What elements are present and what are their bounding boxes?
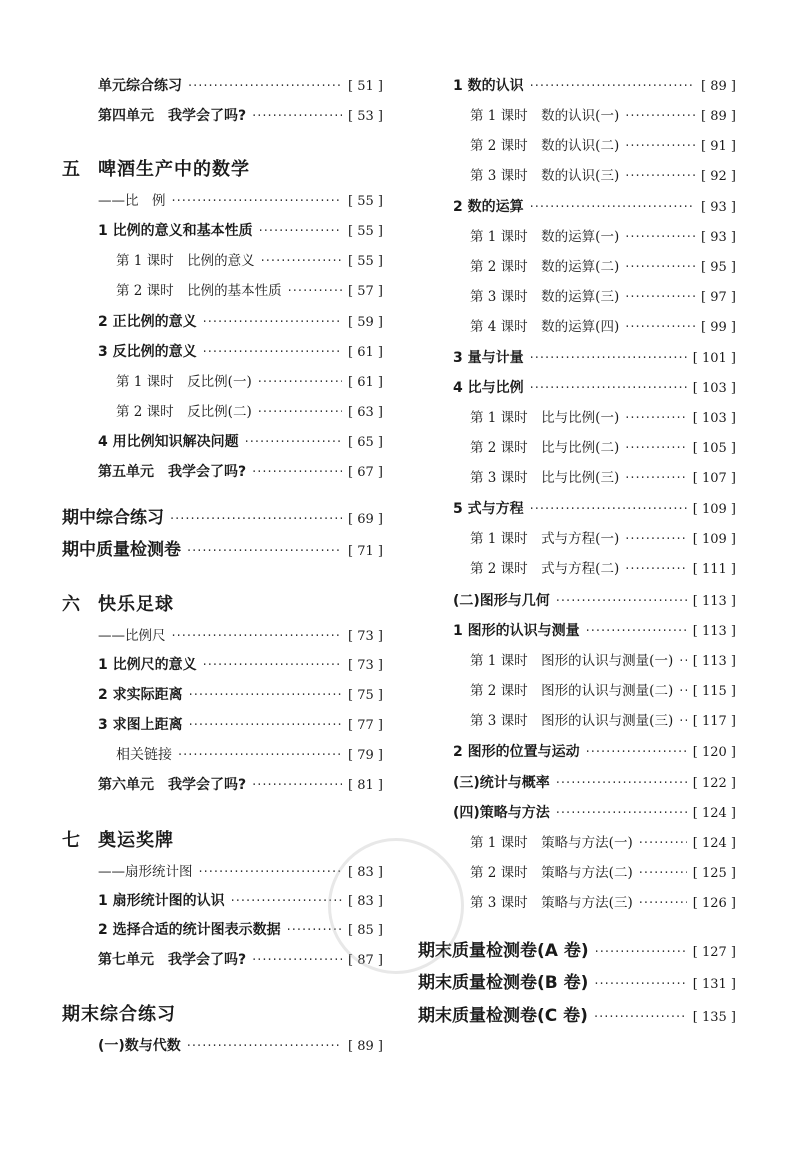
toc-entry[interactable] bbox=[470, 406, 736, 430]
toc-page-number: [ 135 ] bbox=[692, 1010, 736, 1025]
toc-page-number: [ 87 ] bbox=[348, 953, 383, 968]
toc-entry[interactable] bbox=[98, 219, 383, 243]
leader-dots bbox=[203, 311, 342, 335]
toc-page-number: [ 79 ] bbox=[348, 748, 383, 763]
toc-entry[interactable] bbox=[418, 939, 736, 963]
toc-page-number: [ 89 ] bbox=[701, 109, 736, 124]
toc-page-number: [ 124 ] bbox=[692, 836, 736, 851]
toc-entry[interactable] bbox=[470, 527, 736, 551]
leader-dots bbox=[252, 105, 342, 129]
toc-entry[interactable] bbox=[470, 164, 736, 188]
toc-page-number: [ 103 ] bbox=[692, 381, 736, 396]
toc-entry-label: 2 求实际距离 bbox=[98, 687, 183, 703]
toc-entry-label: (一)数与代数 bbox=[98, 1038, 181, 1054]
leader-dots bbox=[188, 75, 342, 99]
toc-entry[interactable] bbox=[470, 649, 736, 673]
leader-dots bbox=[187, 1035, 342, 1059]
toc-entry-label: 第 2 课时 数的认识(二) bbox=[470, 138, 620, 154]
unit-title: 奥运奖牌 bbox=[98, 830, 174, 851]
toc-entry[interactable] bbox=[470, 436, 736, 460]
toc-entry[interactable] bbox=[116, 249, 383, 273]
toc-page-number: [ 65 ] bbox=[348, 435, 383, 450]
toc-page-number: [ 113 ] bbox=[692, 654, 736, 669]
toc-page-number: [ 93 ] bbox=[701, 200, 736, 215]
toc-entry[interactable] bbox=[453, 740, 736, 764]
toc-entry-label: (二)图形与几何 bbox=[453, 593, 550, 609]
leader-dots bbox=[530, 75, 695, 99]
toc-page-number: [ 91 ] bbox=[701, 139, 736, 154]
leader-dots bbox=[530, 347, 687, 371]
toc-entry[interactable] bbox=[98, 683, 383, 707]
toc-entry-label: 第 3 课时 比与比例(三) bbox=[470, 470, 620, 486]
leader-dots bbox=[178, 744, 342, 768]
leader-dots bbox=[203, 654, 342, 678]
toc-entry[interactable] bbox=[470, 831, 736, 855]
toc-entry-label: 第 1 课时 式与方程(一) bbox=[470, 531, 620, 547]
leader-dots bbox=[258, 371, 342, 395]
leader-dots bbox=[586, 741, 687, 765]
toc-page-number: [ 69 ] bbox=[348, 512, 383, 527]
toc-entry[interactable] bbox=[470, 679, 736, 703]
toc-entry[interactable] bbox=[98, 653, 383, 677]
toc-page-number: [ 92 ] bbox=[701, 169, 736, 184]
toc-page-number: [ 126 ] bbox=[692, 896, 736, 911]
toc-entry[interactable] bbox=[470, 861, 736, 885]
unit-heading bbox=[62, 155, 250, 181]
toc-entry[interactable] bbox=[116, 370, 383, 394]
leader-dots bbox=[530, 196, 695, 220]
toc-entry[interactable] bbox=[470, 891, 736, 915]
leader-dots bbox=[625, 105, 695, 129]
leader-dots bbox=[625, 558, 687, 582]
unit-number: 五 bbox=[62, 159, 81, 180]
toc-page-number: [ 89 ] bbox=[701, 79, 736, 94]
toc-page-number: [ 83 ] bbox=[348, 894, 383, 909]
toc-page-number: [ 115 ] bbox=[692, 684, 736, 699]
unit-number: 七 bbox=[62, 830, 81, 851]
toc-page-number: [ 71 ] bbox=[348, 544, 383, 559]
toc-page-number: [ 131 ] bbox=[692, 977, 736, 992]
unit-heading bbox=[62, 590, 174, 616]
leader-dots bbox=[625, 165, 695, 189]
toc-page-number: [ 89 ] bbox=[348, 1039, 383, 1054]
toc-page-number: [ 61 ] bbox=[348, 345, 383, 360]
toc-entry[interactable] bbox=[470, 134, 736, 158]
leader-dots bbox=[261, 250, 342, 274]
toc-page-number: [ 75 ] bbox=[348, 688, 383, 703]
toc-entry[interactable] bbox=[453, 771, 736, 795]
toc-page-number: [ 122 ] bbox=[692, 776, 736, 791]
leader-dots bbox=[595, 941, 687, 965]
toc-entry-label: 第四单元 我学会了吗? bbox=[98, 108, 247, 124]
leader-dots bbox=[530, 498, 687, 522]
toc-entry-label: ——比 例 bbox=[98, 193, 166, 209]
leader-dots bbox=[625, 135, 695, 159]
unit-heading bbox=[62, 1000, 176, 1026]
leader-dots bbox=[259, 220, 342, 244]
toc-page-number: [ 55 ] bbox=[348, 254, 383, 269]
toc-page-number: [ 97 ] bbox=[701, 290, 736, 305]
toc-entry-label: ——扇形统计图 bbox=[98, 864, 193, 880]
leader-dots bbox=[245, 431, 342, 455]
unit-number: 六 bbox=[62, 594, 81, 615]
unit-title: 啤酒生产中的数学 bbox=[98, 159, 250, 180]
leader-dots bbox=[586, 620, 687, 644]
toc-page-number: [ 93 ] bbox=[701, 230, 736, 245]
toc-entry[interactable] bbox=[453, 801, 736, 825]
unit-title: 期末综合练习 bbox=[62, 1004, 176, 1025]
leader-dots bbox=[252, 774, 342, 798]
toc-page-number: [ 53 ] bbox=[348, 109, 383, 124]
toc-page-number: [ 73 ] bbox=[348, 629, 383, 644]
toc-page-number: [ 105 ] bbox=[692, 441, 736, 456]
toc-entry-label: 1 扇形统计图的认识 bbox=[98, 893, 225, 909]
leader-dots bbox=[556, 772, 687, 796]
leader-dots bbox=[594, 973, 686, 997]
toc-entry-label: 第 2 课时 策略与方法(二) bbox=[470, 865, 633, 881]
toc-entry-label: 第 1 课时 策略与方法(一) bbox=[470, 835, 633, 851]
leader-dots bbox=[199, 861, 343, 885]
toc-entry[interactable] bbox=[98, 624, 383, 648]
toc-entry-label: 期末质量检测卷(B 卷) bbox=[418, 973, 589, 993]
watermark-stamp bbox=[328, 838, 464, 974]
toc-entry[interactable] bbox=[453, 74, 736, 98]
toc-entry[interactable] bbox=[470, 466, 736, 490]
toc-entry[interactable] bbox=[470, 709, 736, 733]
toc-entry-label: 第 3 课时 图形的认识与测量(三) bbox=[470, 713, 674, 729]
toc-page-number: [ 113 ] bbox=[692, 594, 736, 609]
toc-page-number: [ 103 ] bbox=[692, 411, 736, 426]
toc-entry[interactable] bbox=[98, 310, 383, 334]
toc-page-number: [ 81 ] bbox=[348, 778, 383, 793]
toc-entry-label: 期中综合练习 bbox=[62, 508, 164, 528]
toc-entry-label: 第 3 课时 策略与方法(三) bbox=[470, 895, 633, 911]
toc-entry-label: 3 反比例的意义 bbox=[98, 344, 197, 360]
toc-entry-label: 相关链接 bbox=[116, 747, 172, 763]
toc-page-number: [ 124 ] bbox=[692, 806, 736, 821]
toc-page-number: [ 73 ] bbox=[348, 658, 383, 673]
toc-entry[interactable] bbox=[453, 195, 736, 219]
toc-page-number: [ 109 ] bbox=[692, 532, 736, 547]
toc-entry[interactable] bbox=[470, 225, 736, 249]
toc-entry[interactable] bbox=[98, 460, 383, 484]
leader-dots bbox=[556, 802, 687, 826]
leader-dots bbox=[625, 316, 695, 340]
toc-page-number: [ 99 ] bbox=[701, 320, 736, 335]
toc-entry-label: 5 式与方程 bbox=[453, 501, 524, 517]
toc-page-number: [ 120 ] bbox=[692, 745, 736, 760]
toc-page-number: [ 109 ] bbox=[692, 502, 736, 517]
toc-entry[interactable] bbox=[453, 589, 736, 613]
toc-page-number: [ 67 ] bbox=[348, 465, 383, 480]
leader-dots bbox=[258, 401, 342, 425]
leader-dots bbox=[639, 832, 687, 856]
leader-dots bbox=[625, 467, 687, 491]
toc-entry-label: 第 2 课时 式与方程(二) bbox=[470, 561, 620, 577]
toc-entry-label: 第 1 课时 比例的意义 bbox=[116, 253, 255, 269]
toc-entry-label: 第 4 课时 数的运算(四) bbox=[470, 319, 620, 335]
leader-dots bbox=[639, 862, 687, 886]
toc-entry[interactable] bbox=[62, 538, 383, 562]
leader-dots bbox=[288, 280, 342, 304]
leader-dots bbox=[679, 680, 687, 704]
leader-dots bbox=[594, 1006, 687, 1030]
toc-entry[interactable] bbox=[116, 279, 383, 303]
toc-page-number: [ 95 ] bbox=[701, 260, 736, 275]
toc-entry-label: 第 1 课时 数的运算(一) bbox=[470, 229, 620, 245]
leader-dots bbox=[187, 540, 342, 564]
toc-entry-label: 第 1 课时 反比例(一) bbox=[116, 374, 252, 390]
toc-entry-label: 第 3 课时 数的认识(三) bbox=[470, 168, 620, 184]
toc-entry[interactable] bbox=[98, 104, 383, 128]
toc-entry-label: 第 1 课时 图形的认识与测量(一) bbox=[470, 653, 674, 669]
leader-dots bbox=[679, 650, 687, 674]
toc-entry-label: (四)策略与方法 bbox=[453, 805, 550, 821]
leader-dots bbox=[530, 377, 687, 401]
leader-dots bbox=[639, 892, 687, 916]
toc-page-number: [ 125 ] bbox=[692, 866, 736, 881]
toc-entry[interactable] bbox=[98, 713, 383, 737]
toc-page-number: [ 55 ] bbox=[348, 224, 383, 239]
toc-entry[interactable] bbox=[470, 255, 736, 279]
toc-page-number: [ 107 ] bbox=[692, 471, 736, 486]
leader-dots bbox=[679, 710, 687, 734]
toc-entry-label: 第六单元 我学会了吗? bbox=[98, 777, 247, 793]
toc-page-number: [ 113 ] bbox=[692, 624, 736, 639]
toc-page-number: [ 57 ] bbox=[348, 284, 383, 299]
toc-entry-label: (三)统计与概率 bbox=[453, 775, 550, 791]
toc-page-number: [ 77 ] bbox=[348, 718, 383, 733]
leader-dots bbox=[252, 461, 342, 485]
leader-dots bbox=[231, 890, 342, 914]
toc-entry-label: 2 图形的位置与运动 bbox=[453, 744, 580, 760]
toc-page-number: [ 51 ] bbox=[348, 79, 383, 94]
toc-entry[interactable] bbox=[453, 376, 736, 400]
leader-dots bbox=[625, 286, 695, 310]
toc-page-number: [ 55 ] bbox=[348, 194, 383, 209]
toc-entry-label: 期末质量检测卷(C 卷) bbox=[418, 1006, 588, 1026]
toc-page-number: [ 101 ] bbox=[692, 351, 736, 366]
toc-entry[interactable] bbox=[470, 557, 736, 581]
unit-title: 快乐足球 bbox=[98, 594, 174, 615]
toc-entry-label: 4 比与比例 bbox=[453, 380, 524, 396]
toc-entry-label: 2 选择合适的统计图表示数据 bbox=[98, 922, 281, 938]
toc-page-number: [ 83 ] bbox=[348, 865, 383, 880]
toc-entry-label: 第 2 课时 比与比例(二) bbox=[470, 440, 620, 456]
leader-dots bbox=[170, 508, 342, 532]
toc-entry-label: 1 图形的认识与测量 bbox=[453, 623, 580, 639]
toc-entry-label: 第七单元 我学会了吗? bbox=[98, 952, 247, 968]
toc-entry[interactable] bbox=[116, 400, 383, 424]
toc-entry[interactable] bbox=[470, 285, 736, 309]
leader-dots bbox=[625, 437, 687, 461]
toc-entry-label: 3 求图上距离 bbox=[98, 717, 183, 733]
toc-entry-label: 第五单元 我学会了吗? bbox=[98, 464, 247, 480]
leader-dots bbox=[625, 528, 687, 552]
toc-page-number: [ 61 ] bbox=[348, 375, 383, 390]
unit-heading bbox=[62, 826, 174, 852]
toc-entry[interactable] bbox=[62, 506, 383, 530]
toc-page-number: [ 127 ] bbox=[692, 945, 736, 960]
toc-entry-label: 第 2 课时 图形的认识与测量(二) bbox=[470, 683, 674, 699]
toc-entry[interactable] bbox=[470, 315, 736, 339]
toc-entry-label: 3 量与计量 bbox=[453, 350, 524, 366]
toc-entry[interactable] bbox=[453, 497, 736, 521]
toc-entry-label: 第 2 课时 比例的基本性质 bbox=[116, 283, 282, 299]
toc-entry-label: 1 数的认识 bbox=[453, 78, 524, 94]
toc-entry[interactable] bbox=[470, 104, 736, 128]
toc-entry-label: 第 1 课时 比与比例(一) bbox=[470, 410, 620, 426]
toc-entry[interactable] bbox=[98, 948, 383, 972]
toc-entry-label: ——比例尺 bbox=[98, 628, 166, 644]
leader-dots bbox=[203, 341, 342, 365]
toc-entry-label: 期末质量检测卷(A 卷) bbox=[418, 941, 589, 961]
leader-dots bbox=[189, 684, 342, 708]
leader-dots bbox=[625, 226, 695, 250]
leader-dots bbox=[172, 190, 343, 214]
toc-entry-label: 第 2 课时 数的运算(二) bbox=[470, 259, 620, 275]
toc-entry-label: 1 比例尺的意义 bbox=[98, 657, 197, 673]
leader-dots bbox=[252, 949, 342, 973]
toc-entry[interactable] bbox=[453, 346, 736, 370]
toc-entry[interactable] bbox=[98, 773, 383, 797]
toc-entry-label: 4 用比例知识解决问题 bbox=[98, 434, 239, 450]
leader-dots bbox=[625, 256, 695, 280]
toc-entry[interactable] bbox=[418, 1004, 736, 1028]
toc-entry[interactable] bbox=[98, 340, 383, 364]
leader-dots bbox=[556, 590, 687, 614]
toc-entry[interactable] bbox=[116, 743, 383, 767]
toc-entry-label: 1 比例的意义和基本性质 bbox=[98, 223, 253, 239]
toc-page-number: [ 85 ] bbox=[348, 923, 383, 938]
toc-page-number: [ 59 ] bbox=[348, 315, 383, 330]
toc-entry-label: 单元综合练习 bbox=[98, 78, 182, 94]
toc-entry-label: 2 正比例的意义 bbox=[98, 314, 197, 330]
toc-entry-label: 2 数的运算 bbox=[453, 199, 524, 215]
toc-entry[interactable] bbox=[453, 619, 736, 643]
toc-entry[interactable] bbox=[98, 1034, 383, 1058]
toc-entry[interactable] bbox=[98, 430, 383, 454]
toc-entry[interactable] bbox=[98, 189, 383, 213]
toc-entry-label: 第 3 课时 数的运算(三) bbox=[470, 289, 620, 305]
toc-page-number: [ 63 ] bbox=[348, 405, 383, 420]
leader-dots bbox=[189, 714, 342, 738]
toc-page-number: [ 111 ] bbox=[692, 562, 736, 577]
leader-dots bbox=[625, 407, 687, 431]
toc-entry-label: 第 2 课时 反比例(二) bbox=[116, 404, 252, 420]
leader-dots bbox=[172, 625, 343, 649]
toc-entry[interactable] bbox=[418, 971, 736, 995]
toc-entry-label: 期中质量检测卷 bbox=[62, 540, 181, 560]
toc-entry-label: 第 1 课时 数的认识(一) bbox=[470, 108, 620, 124]
toc-page-number: [ 117 ] bbox=[692, 714, 736, 729]
toc-entry[interactable] bbox=[98, 74, 383, 98]
